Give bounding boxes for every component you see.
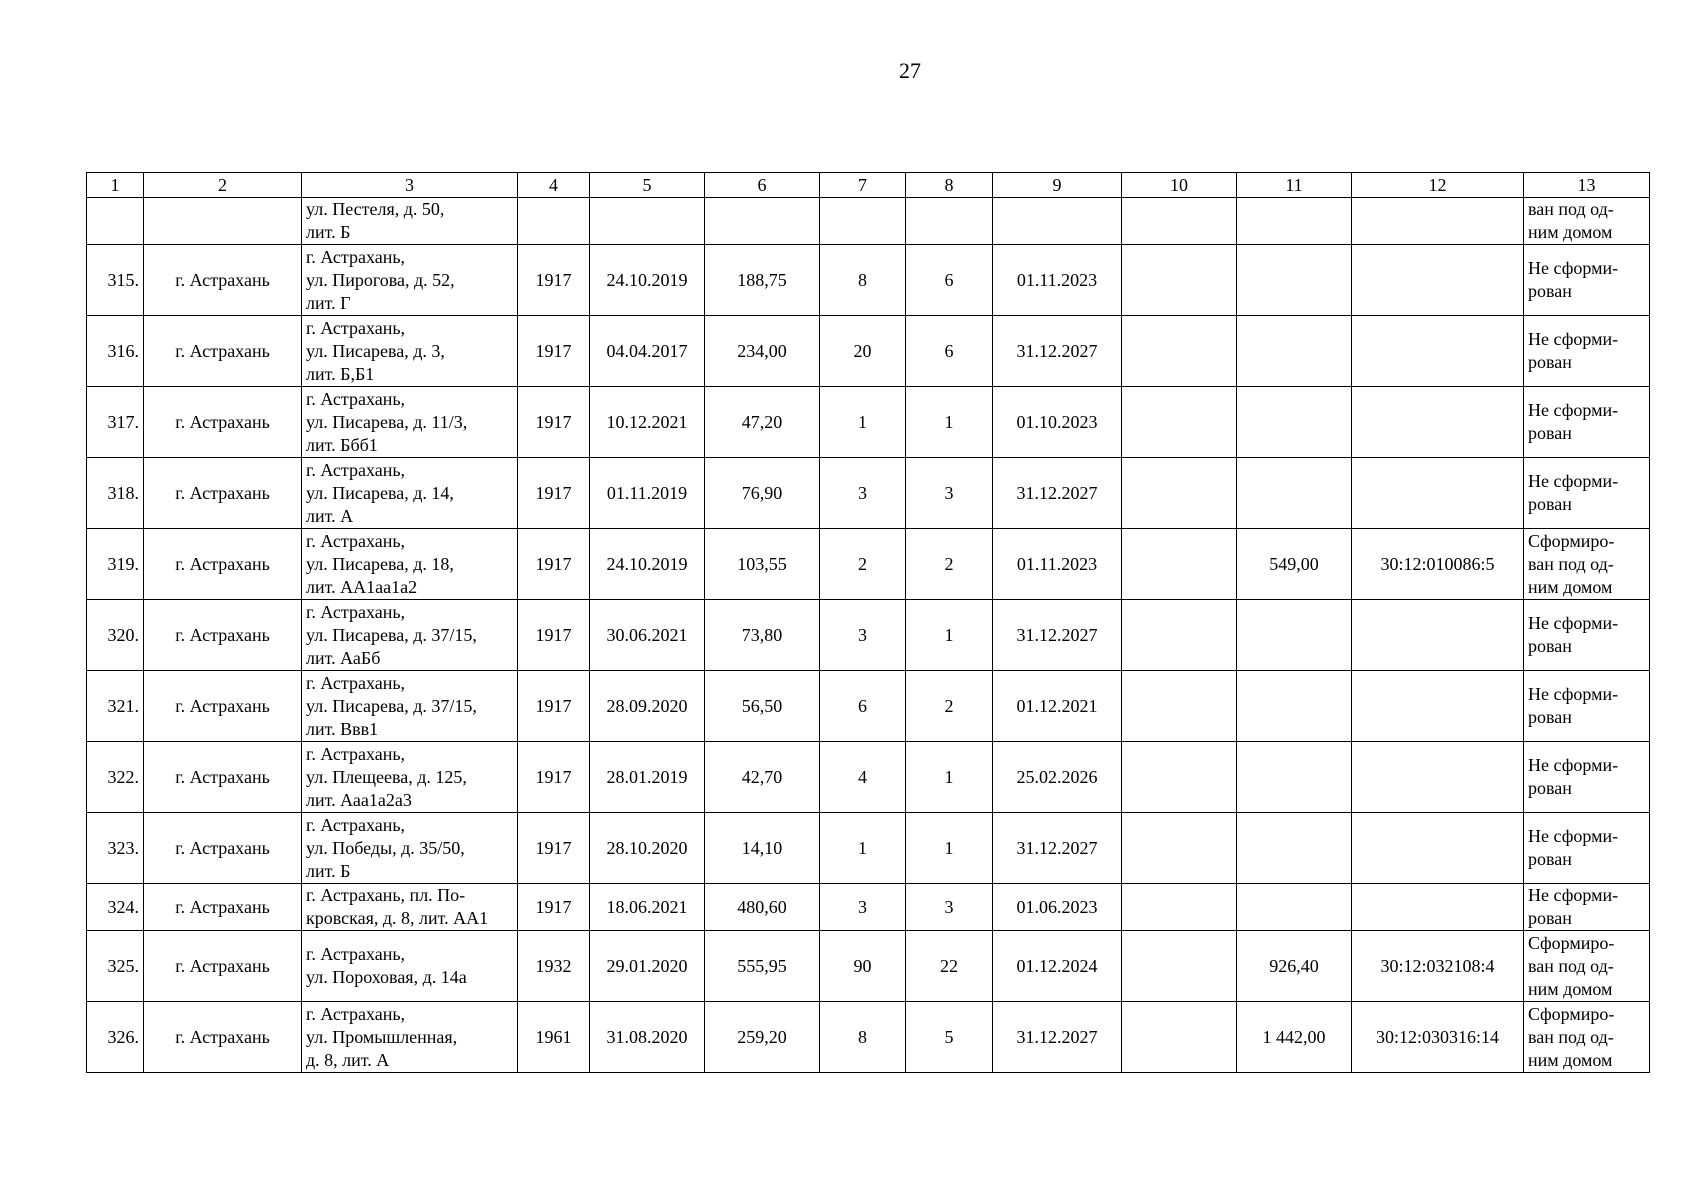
address-cell	[302, 316, 518, 387]
cell-empty	[87, 198, 144, 245]
land-status-cell-line: Не сформи-	[1528, 329, 1619, 349]
land-status-cell	[1524, 316, 1650, 387]
land-status-cell	[1524, 884, 1650, 931]
city-cell: г. Астрахань	[144, 931, 302, 1002]
table-row	[87, 813, 1650, 884]
land-area-cell: 549,00	[1237, 529, 1352, 600]
land-status-cell-line: Не сформи-	[1528, 471, 1619, 491]
table-row	[87, 458, 1650, 529]
table-row	[87, 1002, 1650, 1073]
address-cell-line: лит. Б	[306, 860, 351, 881]
row-number: 315.	[87, 245, 144, 316]
column-number-6: 6	[705, 173, 820, 198]
cadastral-number-cell: 30:12:032108:4	[1352, 931, 1524, 1002]
cell-empty	[518, 198, 590, 245]
address-cell-line: лит. АаБб	[306, 647, 381, 668]
column-number-2: 2	[144, 173, 302, 198]
cadastral-number-cell	[1352, 316, 1524, 387]
cadastral-number-cell	[1352, 387, 1524, 458]
col10-cell	[1122, 813, 1237, 884]
deadline-cell: 01.11.2023	[993, 245, 1122, 316]
row-number: 322.	[87, 742, 144, 813]
land-status-cell-line: ним домом	[1528, 1049, 1613, 1070]
address-cell-line: лит. А	[306, 505, 354, 526]
address-cell	[302, 813, 518, 884]
city-cell: г. Астрахань	[144, 1002, 302, 1073]
address-cell-line: ул. Пирогова, д. 52,	[306, 269, 455, 290]
land-area-cell	[1237, 458, 1352, 529]
area-cell: 73,80	[705, 600, 820, 671]
address-cell-line: ул. Плещеева, д. 125,	[306, 766, 467, 787]
col8-cell: 6	[906, 316, 993, 387]
date-cell: 24.10.2019	[590, 529, 705, 600]
col8-cell: 6	[906, 245, 993, 316]
land-status-cell-line: рован	[1528, 908, 1572, 928]
land-status-cell	[1524, 387, 1650, 458]
land-status-cell-line: рован	[1528, 494, 1572, 514]
deadline-cell: 01.11.2023	[993, 529, 1122, 600]
cell-empty	[993, 198, 1122, 245]
address-cell	[302, 1002, 518, 1073]
address-cell-line: г. Астрахань,	[306, 743, 406, 764]
address-cell-line: г. Астрахань,	[306, 388, 406, 409]
cell-empty	[906, 198, 993, 245]
address-cell	[302, 245, 518, 316]
land-status-cell-line: ним домом	[1528, 978, 1613, 999]
col7-cell: 1	[820, 813, 906, 884]
date-cell: 28.09.2020	[590, 671, 705, 742]
deadline-cell: 31.12.2027	[993, 458, 1122, 529]
col7-cell: 1	[820, 387, 906, 458]
column-number-header-row	[87, 173, 1650, 198]
land-status-cell-line: рован	[1528, 281, 1572, 301]
land-status-cell-line: рован	[1528, 849, 1572, 869]
col10-cell	[1122, 245, 1237, 316]
continuation-row	[87, 198, 1650, 245]
year-cell: 1917	[518, 813, 590, 884]
address-line: ул. Пестеля, д. 50,	[306, 199, 445, 219]
address-cell-line: ул. Писарева, д. 11/3,	[306, 411, 468, 432]
col8-cell: 1	[906, 813, 993, 884]
date-cell: 28.01.2019	[590, 742, 705, 813]
table-row	[87, 742, 1650, 813]
continuation-status	[1524, 198, 1650, 245]
address-cell-line: ул. Писарева, д. 37/15,	[306, 695, 477, 716]
deadline-cell: 01.12.2024	[993, 931, 1122, 1002]
land-status-cell	[1524, 931, 1650, 1002]
cell-empty	[1237, 198, 1352, 245]
column-number-5: 5	[590, 173, 705, 198]
deadline-cell: 31.12.2027	[993, 600, 1122, 671]
col7-cell: 90	[820, 931, 906, 1002]
land-area-cell	[1237, 387, 1352, 458]
address-cell	[302, 458, 518, 529]
land-area-cell	[1237, 316, 1352, 387]
address-cell-line: лит. Б,Б1	[306, 363, 375, 384]
page-number: 27	[899, 58, 921, 83]
address-cell-line: г. Астрахань,	[306, 672, 406, 693]
land-status-cell-line: Не сформи-	[1528, 400, 1619, 420]
area-cell: 234,00	[705, 316, 820, 387]
area-cell: 42,70	[705, 742, 820, 813]
date-cell: 18.06.2021	[590, 884, 705, 931]
column-number-10: 10	[1122, 173, 1237, 198]
col8-cell: 3	[906, 458, 993, 529]
date-cell: 10.12.2021	[590, 387, 705, 458]
table-row	[87, 931, 1650, 1002]
table-row	[87, 600, 1650, 671]
city-cell: г. Астрахань	[144, 671, 302, 742]
table-row	[87, 387, 1650, 458]
table-row	[87, 245, 1650, 316]
address-cell-line: г. Астрахань,	[306, 944, 406, 964]
table-row	[87, 884, 1650, 931]
city-cell: г. Астрахань	[144, 884, 302, 931]
deadline-cell: 31.12.2027	[993, 316, 1122, 387]
date-cell: 28.10.2020	[590, 813, 705, 884]
cadastral-number-cell: 30:12:030316:14	[1352, 1002, 1524, 1073]
area-cell: 103,55	[705, 529, 820, 600]
land-status-cell	[1524, 458, 1650, 529]
address-cell	[302, 742, 518, 813]
address-cell	[302, 387, 518, 458]
col10-cell	[1122, 884, 1237, 931]
cell-empty	[590, 198, 705, 245]
land-status-cell-line: рован	[1528, 352, 1572, 372]
land-status-cell-line: Не сформи-	[1528, 826, 1619, 846]
address-cell-line: г. Астрахань,	[306, 601, 406, 622]
year-cell: 1961	[518, 1002, 590, 1073]
col8-cell: 5	[906, 1002, 993, 1073]
land-status-cell-line: Не сформи-	[1528, 684, 1619, 704]
date-cell: 29.01.2020	[590, 931, 705, 1002]
address-cell-line: кровская, д. 8, лит. АА1	[306, 908, 489, 928]
land-status-cell-line: Сформиро-	[1528, 1003, 1615, 1024]
year-cell: 1917	[518, 884, 590, 931]
row-number: 317.	[87, 387, 144, 458]
address-cell	[302, 931, 518, 1002]
address-cell-line: ул. Пороховая, д. 14а	[306, 967, 467, 987]
deadline-cell: 01.10.2023	[993, 387, 1122, 458]
year-cell: 1917	[518, 245, 590, 316]
col8-cell: 1	[906, 600, 993, 671]
address-cell-line: лит. Ввв1	[306, 718, 379, 739]
table-row	[87, 671, 1650, 742]
city-cell: г. Астрахань	[144, 600, 302, 671]
column-number-1: 1	[87, 173, 144, 198]
year-cell: 1917	[518, 671, 590, 742]
city-cell: г. Астрахань	[144, 387, 302, 458]
date-cell: 31.08.2020	[590, 1002, 705, 1073]
land-status-cell-line: рован	[1528, 778, 1572, 798]
row-number: 320.	[87, 600, 144, 671]
land-status-cell	[1524, 671, 1650, 742]
row-number: 319.	[87, 529, 144, 600]
address-cell-line: г. Астрахань,	[306, 530, 406, 551]
year-cell: 1932	[518, 931, 590, 1002]
address-cell-line: г. Астрахань,	[306, 246, 406, 267]
address-cell-line: ул. Писарева, д. 37/15,	[306, 624, 477, 645]
land-status-cell	[1524, 600, 1650, 671]
address-cell	[302, 529, 518, 600]
land-status-cell-line: рован	[1528, 707, 1572, 727]
deadline-cell: 31.12.2027	[993, 813, 1122, 884]
land-status-cell	[1524, 813, 1650, 884]
row-number: 316.	[87, 316, 144, 387]
col10-cell	[1122, 931, 1237, 1002]
land-area-cell	[1237, 813, 1352, 884]
cell-empty	[1352, 198, 1524, 245]
year-cell: 1917	[518, 529, 590, 600]
address-cell-line: г. Астрахань,	[306, 459, 406, 480]
address-cell-line: г. Астрахань,	[306, 814, 406, 835]
table-row	[87, 316, 1650, 387]
cadastral-number-cell	[1352, 813, 1524, 884]
area-cell: 14,10	[705, 813, 820, 884]
column-number-11: 11	[1237, 173, 1352, 198]
col8-cell: 22	[906, 931, 993, 1002]
address-cell	[302, 884, 518, 931]
col8-cell: 3	[906, 884, 993, 931]
address-cell	[302, 600, 518, 671]
date-cell: 01.11.2019	[590, 458, 705, 529]
land-area-cell	[1237, 600, 1352, 671]
table-body	[87, 198, 1650, 1073]
row-number: 321.	[87, 671, 144, 742]
year-cell: 1917	[518, 387, 590, 458]
housing-registry-table	[86, 172, 1650, 1073]
col10-cell	[1122, 458, 1237, 529]
address-cell-line: г. Астрахань,	[306, 317, 406, 338]
land-status-cell	[1524, 529, 1650, 600]
deadline-cell: 25.02.2026	[993, 742, 1122, 813]
column-number-8: 8	[906, 173, 993, 198]
col7-cell: 3	[820, 884, 906, 931]
cell-empty	[705, 198, 820, 245]
land-status-cell-line: рован	[1528, 423, 1572, 443]
column-number-4: 4	[518, 173, 590, 198]
address-cell-line: ул. Промышленная,	[306, 1026, 458, 1047]
row-number: 323.	[87, 813, 144, 884]
city-cell: г. Астрахань	[144, 458, 302, 529]
column-number-3: 3	[302, 173, 518, 198]
address-cell-line: ул. Писарева, д. 3,	[306, 340, 445, 361]
row-number: 324.	[87, 884, 144, 931]
address-cell	[302, 671, 518, 742]
city-cell: г. Астрахань	[144, 742, 302, 813]
cadastral-number-cell	[1352, 884, 1524, 931]
cadastral-number-cell	[1352, 245, 1524, 316]
address-cell-line: ул. Победы, д. 35/50,	[306, 837, 465, 858]
address-cell-line: ул. Писарева, д. 14,	[306, 482, 454, 503]
column-number-7: 7	[820, 173, 906, 198]
land-status-cell-line: ван под од-	[1528, 553, 1614, 574]
col7-cell: 3	[820, 600, 906, 671]
land-area-cell	[1237, 742, 1352, 813]
land-status-cell	[1524, 245, 1650, 316]
table-row	[87, 529, 1650, 600]
area-cell: 47,20	[705, 387, 820, 458]
year-cell: 1917	[518, 316, 590, 387]
col10-cell	[1122, 600, 1237, 671]
address-cell-line: лит. Г	[306, 292, 351, 313]
address-cell-line: ул. Писарева, д. 18,	[306, 553, 454, 574]
col10-cell	[1122, 316, 1237, 387]
land-status-cell-line: Не сформи-	[1528, 613, 1619, 633]
area-cell: 555,95	[705, 931, 820, 1002]
col7-cell: 6	[820, 671, 906, 742]
col7-cell: 20	[820, 316, 906, 387]
col7-cell: 3	[820, 458, 906, 529]
land-area-cell	[1237, 884, 1352, 931]
col8-cell: 1	[906, 387, 993, 458]
area-cell: 56,50	[705, 671, 820, 742]
land-status-cell-line: Не сформи-	[1528, 258, 1619, 278]
date-cell: 04.04.2017	[590, 316, 705, 387]
col10-cell	[1122, 387, 1237, 458]
date-cell: 30.06.2021	[590, 600, 705, 671]
area-cell: 76,90	[705, 458, 820, 529]
year-cell: 1917	[518, 742, 590, 813]
cell-empty	[820, 198, 906, 245]
city-cell: г. Астрахань	[144, 245, 302, 316]
row-number: 318.	[87, 458, 144, 529]
col7-cell: 8	[820, 1002, 906, 1073]
cadastral-number-cell	[1352, 458, 1524, 529]
address-cell-line: лит. Ааа1а2а3	[306, 789, 412, 810]
col10-cell	[1122, 671, 1237, 742]
deadline-cell: 31.12.2027	[993, 1002, 1122, 1073]
land-area-cell	[1237, 671, 1352, 742]
land-area-cell: 926,40	[1237, 931, 1352, 1002]
land-status-cell-line: ван под од-	[1528, 1026, 1614, 1047]
row-number: 325.	[87, 931, 144, 1002]
area-cell: 259,20	[705, 1002, 820, 1073]
land-status-cell-line: ним домом	[1528, 576, 1613, 597]
col8-cell: 1	[906, 742, 993, 813]
column-number-13: 13	[1524, 173, 1650, 198]
area-cell: 188,75	[705, 245, 820, 316]
col8-cell: 2	[906, 529, 993, 600]
col10-cell	[1122, 529, 1237, 600]
land-status-cell-line: ван под од-	[1528, 955, 1614, 976]
status-line: ван под од-	[1528, 199, 1614, 219]
address-cell-line: лит. АА1аа1а2	[306, 576, 418, 597]
land-area-cell	[1237, 245, 1352, 316]
land-status-cell-line: Сформиро-	[1528, 530, 1615, 551]
cadastral-number-cell: 30:12:010086:5	[1352, 529, 1524, 600]
deadline-cell: 01.06.2023	[993, 884, 1122, 931]
address-cell-line: г. Астрахань,	[306, 1003, 406, 1024]
land-status-cell-line: Не сформи-	[1528, 755, 1619, 775]
land-status-cell-line: Не сформи-	[1528, 885, 1619, 905]
city-cell: г. Астрахань	[144, 316, 302, 387]
col7-cell: 2	[820, 529, 906, 600]
col10-cell	[1122, 1002, 1237, 1073]
continuation-address	[302, 198, 518, 245]
date-cell: 24.10.2019	[590, 245, 705, 316]
year-cell: 1917	[518, 600, 590, 671]
land-status-cell	[1524, 742, 1650, 813]
status-line: ним домом	[1528, 222, 1613, 242]
address-cell-line: г. Астрахань, пл. По-	[306, 885, 466, 905]
cadastral-number-cell	[1352, 742, 1524, 813]
cadastral-number-cell	[1352, 671, 1524, 742]
land-area-cell: 1 442,00	[1237, 1002, 1352, 1073]
city-cell: г. Астрахань	[144, 529, 302, 600]
column-number-12: 12	[1352, 173, 1524, 198]
col8-cell: 2	[906, 671, 993, 742]
cell-empty	[1122, 198, 1237, 245]
city-cell: г. Астрахань	[144, 813, 302, 884]
deadline-cell: 01.12.2021	[993, 671, 1122, 742]
cadastral-number-cell	[1352, 600, 1524, 671]
address-cell-line: д. 8, лит. А	[306, 1049, 390, 1070]
land-status-cell-line: рован	[1528, 636, 1572, 656]
row-number: 326.	[87, 1002, 144, 1073]
address-cell-line: лит. Ббб1	[306, 434, 378, 455]
address-line: лит. Б	[306, 222, 351, 242]
cell-empty	[144, 198, 302, 245]
col10-cell	[1122, 742, 1237, 813]
col7-cell: 4	[820, 742, 906, 813]
land-status-cell-line: Сформиро-	[1528, 932, 1615, 953]
land-status-cell	[1524, 1002, 1650, 1073]
year-cell: 1917	[518, 458, 590, 529]
area-cell: 480,60	[705, 884, 820, 931]
col7-cell: 8	[820, 245, 906, 316]
column-number-9: 9	[993, 173, 1122, 198]
